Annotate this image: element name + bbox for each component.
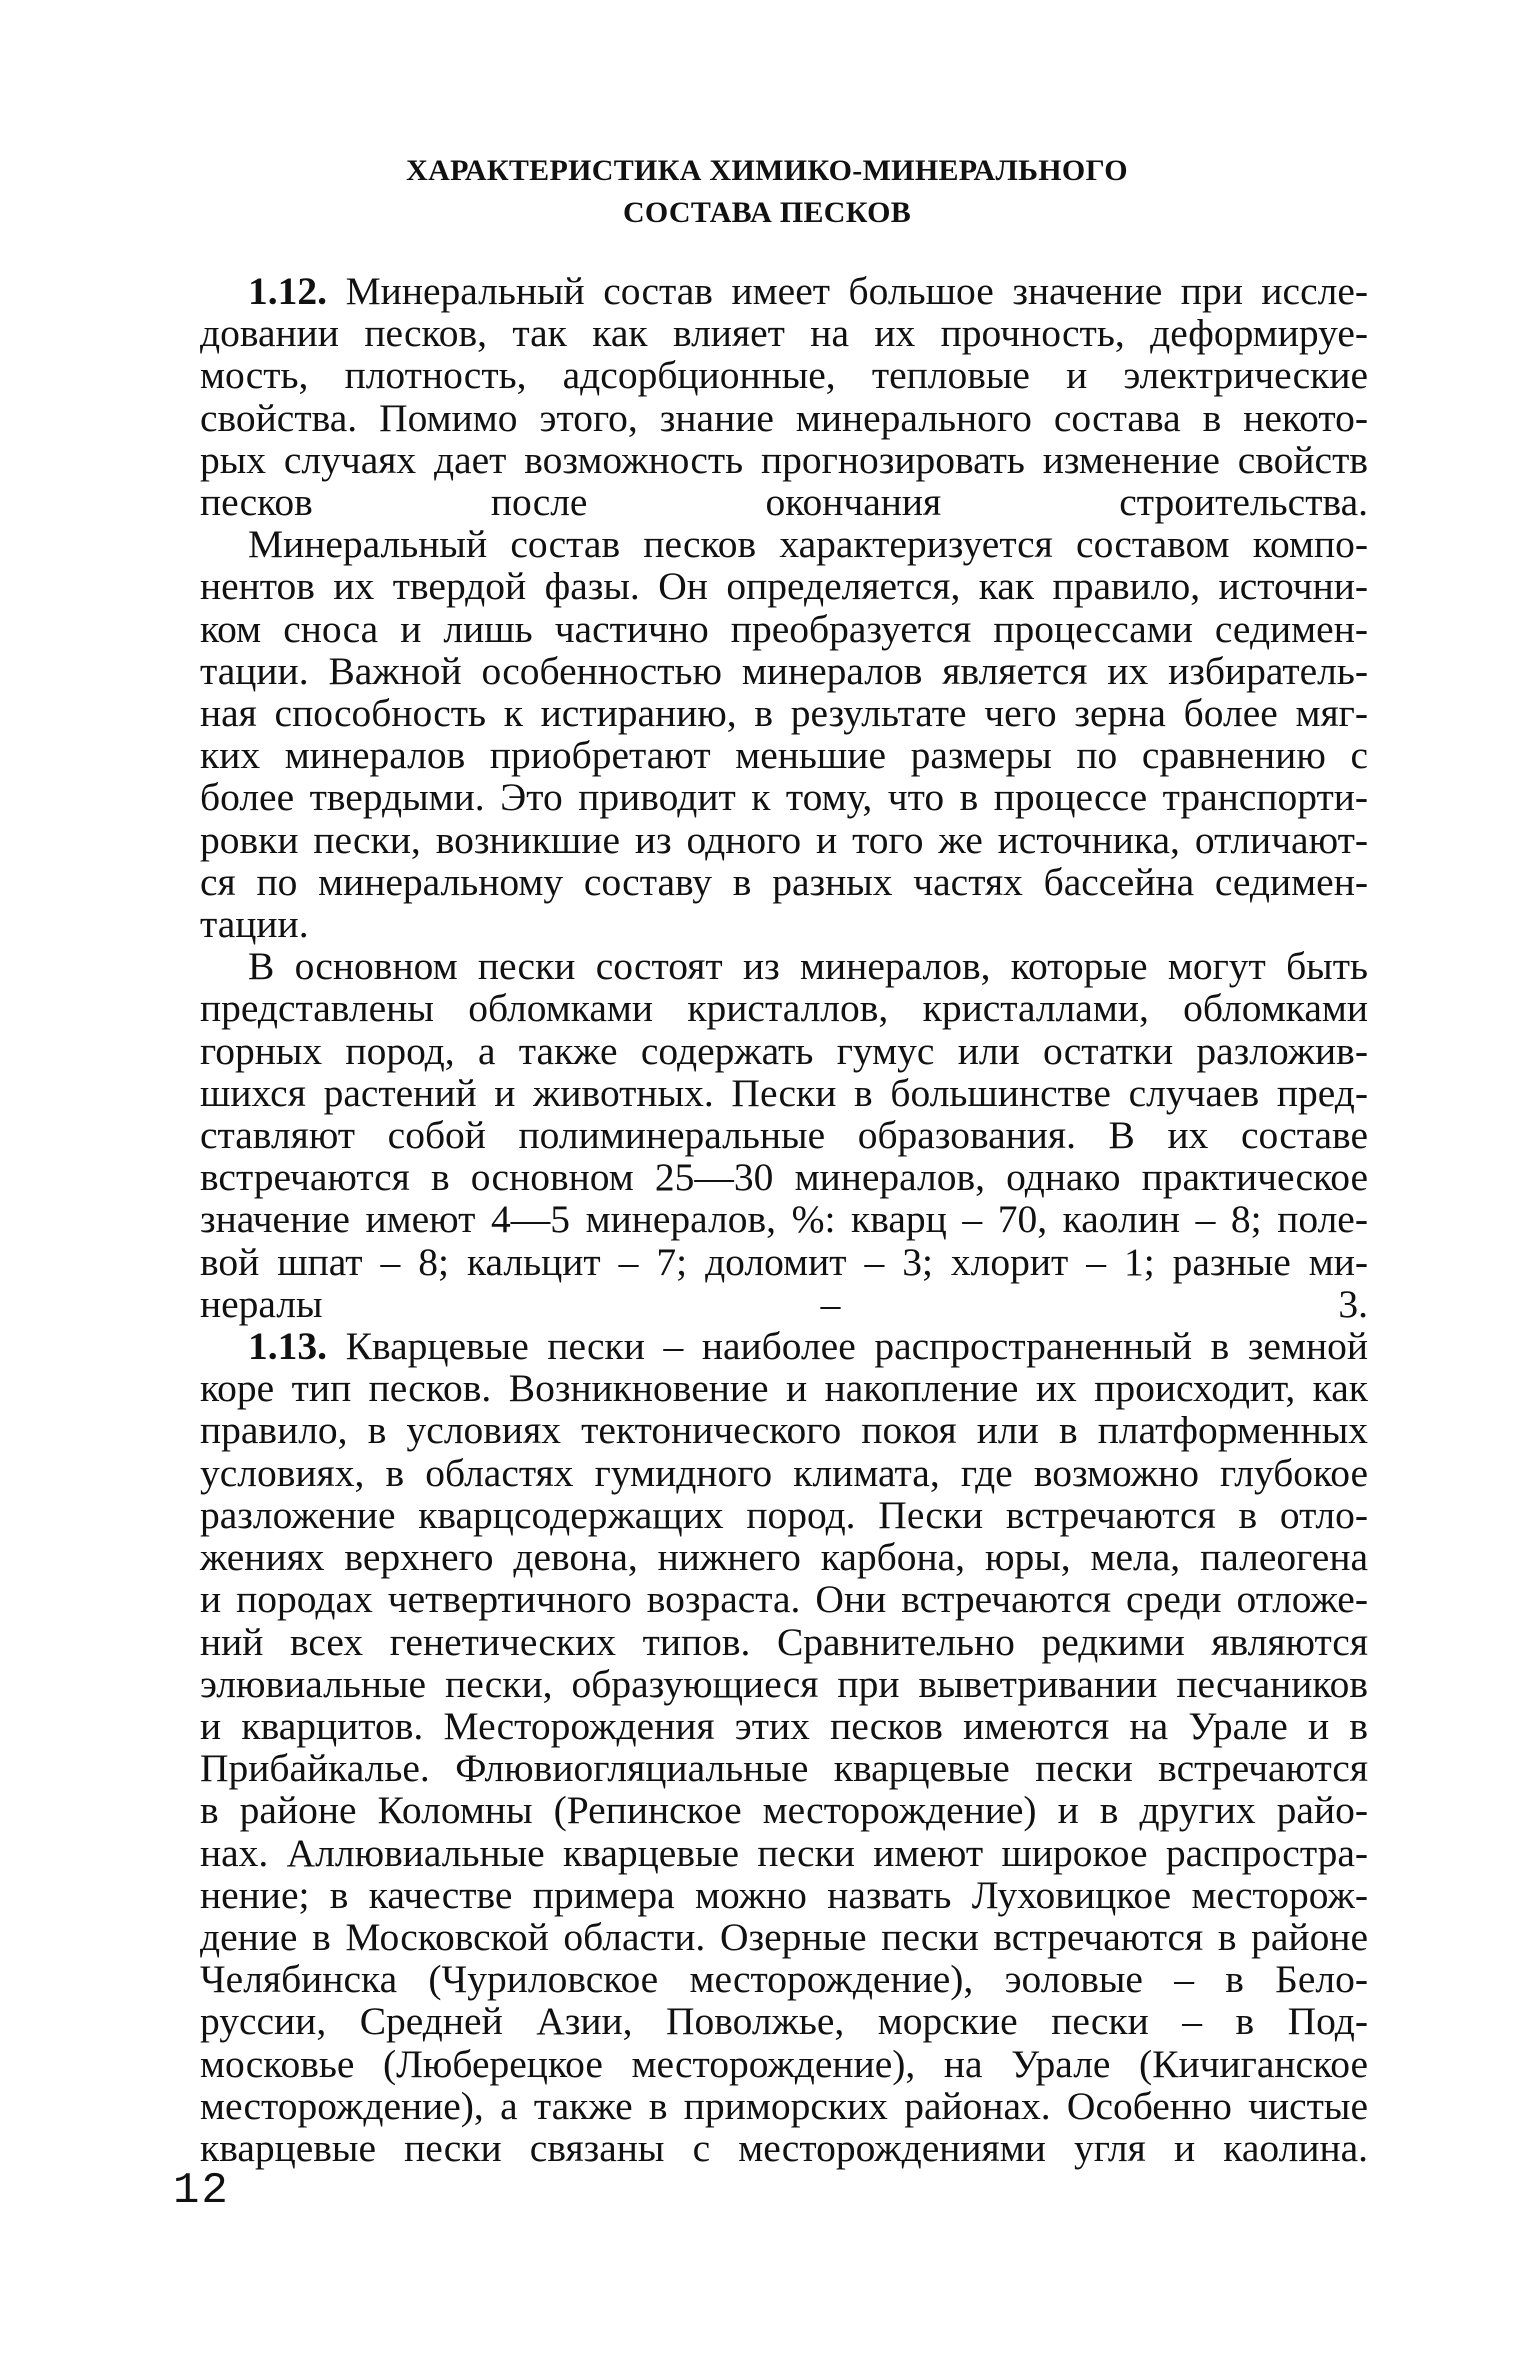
text-line: Минеральный состав песков характеризуется составом компо-: [248, 522, 1368, 567]
text-line: правило, в условиях тектонического покоя или в платформенных: [200, 1408, 1368, 1453]
text-line: более твердыми. Это приводит к тому, что в процессе транспорти-: [200, 775, 1368, 820]
paragraph-1-12: [200, 270, 1368, 523]
heading-line-1: ХАРАКТЕРИСТИКА ХИМИКО-МИНЕРАЛЬНОГО: [406, 154, 1128, 187]
text-line: ставляют собой полиминеральные образования. В их составе: [200, 1113, 1368, 1158]
text-line: нералы – 3.: [200, 1281, 1368, 1326]
text-line: элювиальные пески, образующиеся при выветривании песчаников: [200, 1661, 1368, 1706]
text-line: Челябинска (Чуриловское месторождение), эоловые – в Бело-: [200, 1957, 1368, 2002]
text-line: ком сноса и лишь частично преобразуется процессами седимен-: [200, 606, 1368, 651]
text-line: жениях верхнего девона, нижнего карбона, юры, мела, палеогена: [200, 1535, 1368, 1580]
text-line: кварцевые пески связаны с месторождениями угля и каолина.: [200, 2125, 1368, 2170]
text-line: московье (Люберецкое месторождение), на Урале (Кичиганское: [200, 2041, 1368, 2086]
text-line: мость, плотность, адсорбционные, тепловые и электрические: [200, 353, 1368, 398]
page-number: 12: [173, 2166, 230, 2216]
text-line: тации. Важной особенностью минералов является их избиратель-: [200, 648, 1368, 693]
text-line: руссии, Средней Азии, Поволжье, морские пески – в Под-: [200, 1999, 1368, 2044]
text-line: нах. Аллювиальные кварцевые пески имеют широкое распростра-: [200, 1830, 1368, 1875]
text-line: ная способность к истиранию, в результате чего зерна более мяг-: [200, 691, 1368, 736]
text-line: месторождение), а также в приморских районах. Особенно чистые: [200, 2083, 1368, 2128]
text-line: шихся растений и животных. Пески в большинстве случаев пред-: [200, 1070, 1368, 1115]
text-line: значение имеют 4—5 минералов, %: кварц – 70, каолин – 8; поле-: [200, 1197, 1368, 1242]
paragraph-sand-minerals: [200, 945, 1368, 1325]
text-line: вой шпат – 8; кальцит – 7; доломит – 3; хлорит – 1; разные ми-: [200, 1239, 1368, 1284]
text-line: нентов их твердой фазы. Он определяется, как правило, источни-: [200, 564, 1368, 609]
text-line: и кварцитов. Месторождения этих песков имеются на Урале и в: [200, 1703, 1368, 1748]
text-line: дение в Московской области. Озерные пески встречаются в районе: [200, 1914, 1368, 1959]
text-line: ровки пески, возникшие из одного и того же источника, отличают-: [200, 817, 1368, 862]
text-line: ний всех генетических типов. Сравнительно редкими являются: [200, 1619, 1368, 1664]
text-line: горных пород, а также содержать гумус или остатки разложив-: [200, 1028, 1368, 1073]
paragraph-mineral-composition: [200, 523, 1368, 945]
text-line: В основном пески состоят из минералов, которые могут быть: [248, 944, 1368, 989]
section-heading: [0, 150, 1534, 234]
text-line: коре тип песков. Возникновение и накопление их происходит, как: [200, 1366, 1368, 1411]
text-line: представлены обломками кристаллов, кристаллами, обломками: [200, 986, 1368, 1031]
text-line: Прибайкалье. Флювиогляциальные кварцевые пески встречаются: [200, 1746, 1368, 1791]
text-line: ся по минеральному составу в разных частях бассейна седимен-: [200, 859, 1368, 904]
paragraph-1-13: [200, 1325, 1368, 2169]
text-line: условиях, в областях гумидного климата, где возможно глубокое: [200, 1450, 1368, 1495]
text-line: Кварцевые пески – наиболее распространенный в земной: [327, 1324, 1368, 1369]
text-line: ких минералов приобретают меньшие размеры по сравнению с: [200, 733, 1368, 778]
text-line: тации.: [200, 902, 309, 947]
heading-line-2: СОСТАВА ПЕСКОВ: [622, 196, 912, 229]
body-text: [200, 270, 1368, 2169]
text-line: и породах четвертичного возраста. Они встречаются среди отложе-: [200, 1577, 1368, 1622]
text-line: нение; в качестве примера можно назвать Луховицкое месторож-: [200, 1872, 1368, 1917]
text-line: разложение кварцсодержащих пород. Пески встречаются в отло-: [200, 1492, 1368, 1537]
text-line: встречаются в основном 25—30 минералов, однако практическое: [200, 1155, 1368, 1200]
section-number: 1.13.: [248, 1324, 327, 1369]
text-line: Минеральный состав имеет большое значение при иссле-: [327, 269, 1368, 313]
text-line: песков после окончания строительства.: [200, 480, 1368, 525]
text-line: в районе Коломны (Репинское месторождение) и в других райо-: [200, 1788, 1368, 1833]
section-number: 1.12.: [248, 269, 327, 313]
text-line: свойства. Помимо этого, знание минерального состава в некото-: [200, 395, 1368, 440]
text-line: довании песков, так как влияет на их прочность, деформируе-: [200, 311, 1368, 356]
text-line: рых случаях дает возможность прогнозировать изменение свойств: [200, 437, 1368, 482]
